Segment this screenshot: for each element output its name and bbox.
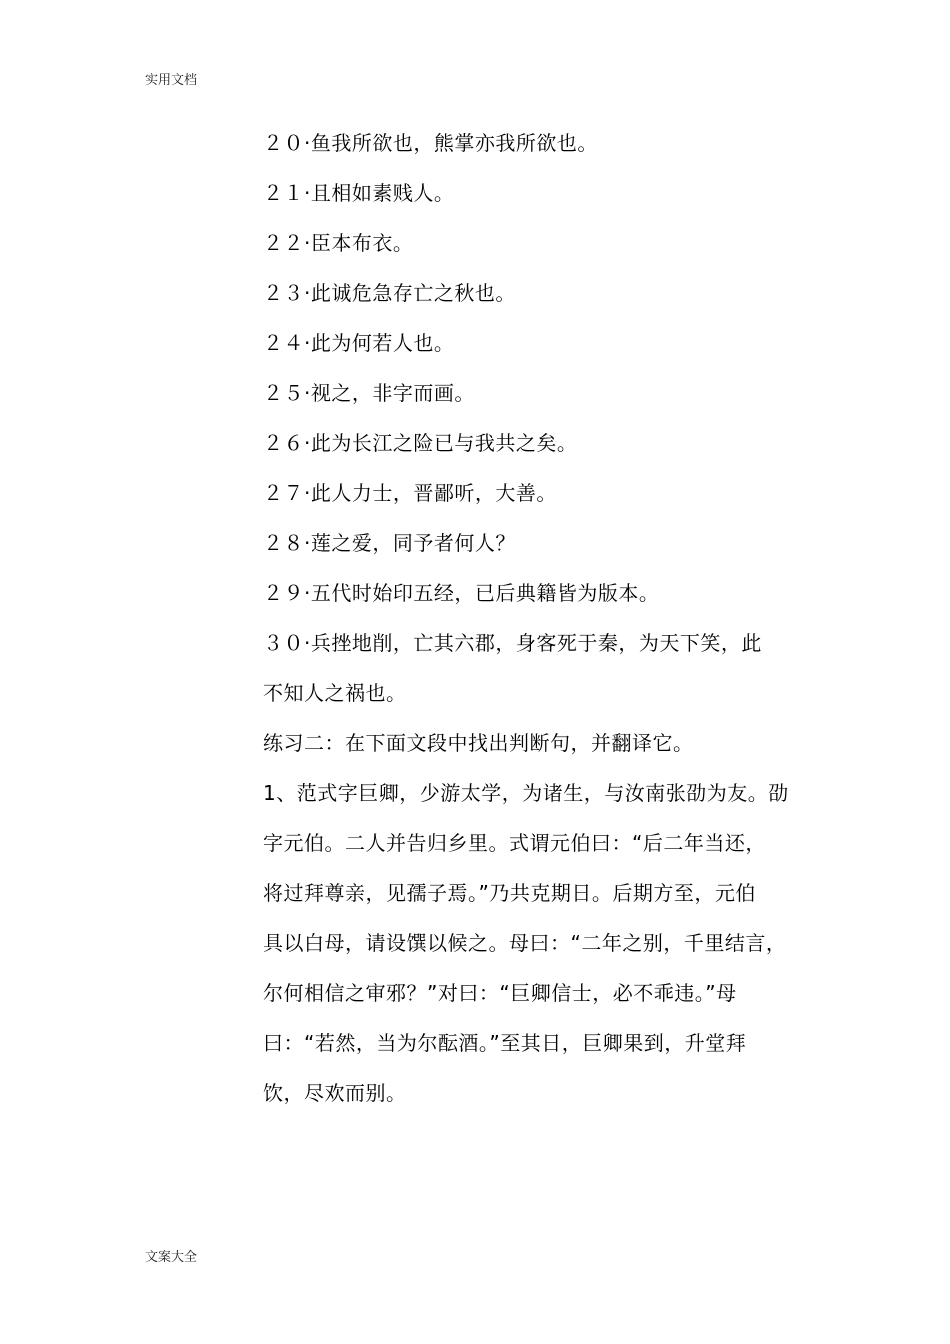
passage-line: 字元伯。二人并告归乡里。式谓元伯曰：“后二年当还，	[263, 831, 766, 855]
text-line: ２０·鱼我所欲也，熊掌亦我所欲也。	[263, 131, 598, 155]
document-body	[263, 118, 823, 1118]
passage-line: 将过拜尊亲，见孺子焉。”乃共克期日。后期方至，元伯	[263, 881, 756, 905]
text-line: ２７·此人力士，晋鄙听，大善。	[263, 481, 557, 505]
page-footer: 文案大全	[145, 1250, 198, 1265]
text-line: ２８·莲之爱，同予者何人？	[263, 531, 516, 555]
text-line: ２６·此为长江之险已与我共之矣。	[263, 431, 578, 455]
text-line: ２１·且相如素贱人。	[263, 181, 455, 205]
passage-line: 饮，尽欢而别。	[263, 1081, 407, 1105]
text-line: 不知人之祸也。	[263, 681, 407, 705]
text-line: ２５·视之，非字而画。	[263, 381, 475, 405]
text-line: ２４·此为何若人也。	[263, 331, 455, 355]
text-line: ２３·此诚危急存亡之秋也。	[263, 281, 516, 305]
exercise-heading: 练习二：在下面文段中找出判断句，并翻译它。	[263, 731, 694, 755]
passage-line: 曰：“若然，当为尔酝酒。”至其日，巨卿果到，升堂拜	[263, 1031, 747, 1055]
passage-line: 具以白母，请设馔以候之。母曰：“二年之别，千里结言，	[263, 931, 787, 955]
page-header: 实用文档	[145, 73, 198, 88]
passage-line: 尔何相信之审邪？”对曰：“巨卿信士，必不乖违。”母	[263, 981, 737, 1005]
text-line: ２２·臣本布衣。	[263, 231, 414, 255]
text-line: ２９·五代时始印五经，已后典籍皆为版本。	[263, 581, 660, 605]
text-line: ３０·兵挫地削，亡其六郡，身客死于秦，为天下笑，此	[263, 631, 762, 655]
passage-line: 1、范式字巨卿，少游太学，为诸生，与汝南张劭为友。劭	[263, 781, 789, 805]
